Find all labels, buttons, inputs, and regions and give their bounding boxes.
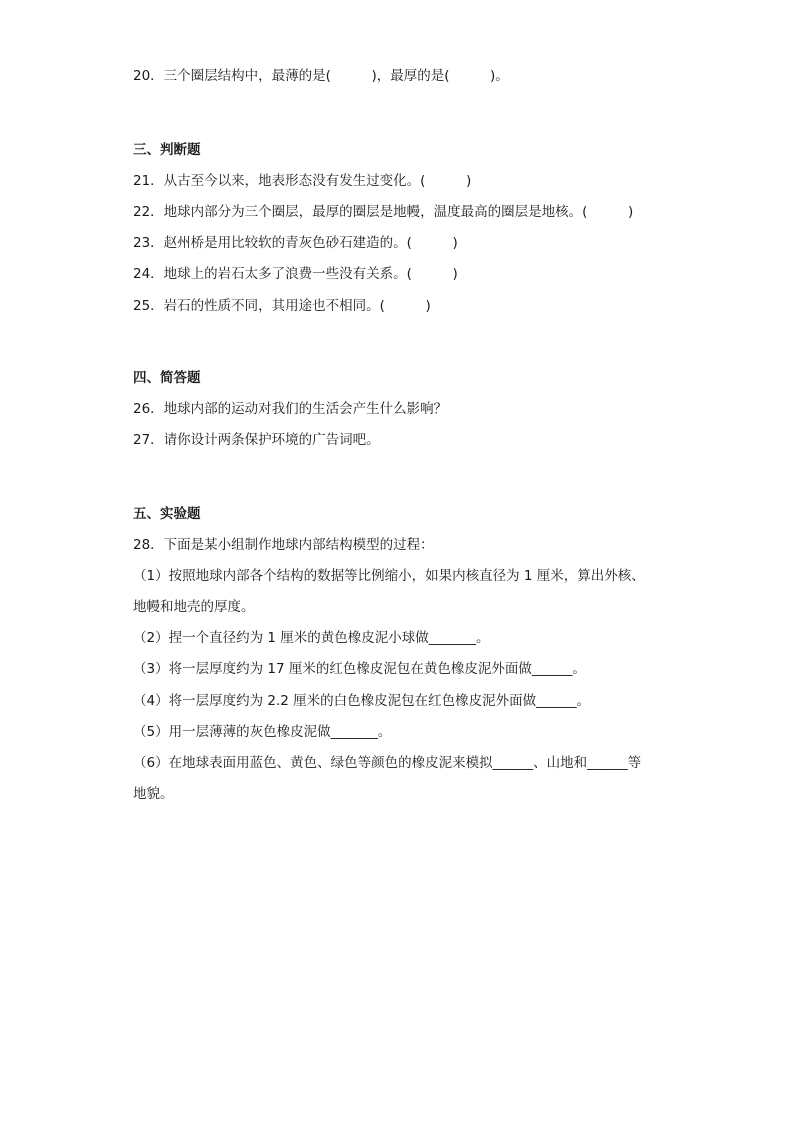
section-5-heading: 五、实验题 bbox=[133, 506, 201, 522]
question-23: 23．赵州桥是用比较软的青灰色砂石建造的。( ) bbox=[133, 235, 458, 251]
question-24: 24．地球上的岩石太多了浪费一些没有关系。( ) bbox=[133, 266, 458, 282]
question-22: 22．地球内部分为三个圈层，最厚的圈层是地幔，温度最高的圈层是地核。( ) bbox=[133, 204, 634, 220]
step-6: （6）在地球表面用蓝色、黄色、绿色等颜色的橡皮泥来模拟______、山地和______等 bbox=[133, 755, 642, 771]
section-4-heading: 四、简答题 bbox=[133, 370, 201, 386]
step-1-continued: 地幔和地壳的厚度。 bbox=[133, 599, 255, 615]
step-2: （2）捏一个直径约为 1 厘米的黄色橡皮泥小球做_______。 bbox=[133, 630, 490, 646]
step-1: （1）按照地球内部各个结构的数据等比例缩小，如果内核直径为 1 厘米，算出外核、 bbox=[133, 568, 645, 584]
step-5: （5）用一层薄薄的灰色橡皮泥做_______。 bbox=[133, 724, 392, 740]
question-20: 20．三个圈层结构中，最薄的是( )，最厚的是( )。 bbox=[133, 68, 509, 84]
question-26: 26．地球内部的运动对我们的生活会产生什么影响？ bbox=[133, 401, 448, 417]
step-4: （4）将一层厚度约为 2.2 厘米的白色橡皮泥包在红色橡皮泥外面做______。 bbox=[133, 693, 591, 709]
section-3-heading: 三、判断题 bbox=[133, 142, 201, 158]
question-27: 27．请你设计两条保护环境的广告词吧。 bbox=[133, 432, 380, 448]
question-21: 21．从古至今以来，地表形态没有发生过变化。( ) bbox=[133, 173, 472, 189]
step-6-continued: 地貌。 bbox=[133, 786, 174, 802]
step-3: （3）将一层厚度约为 17 厘米的红色橡皮泥包在黄色橡皮泥外面做______。 bbox=[133, 661, 586, 677]
question-25: 25．岩石的性质不同，其用途也不相同。( ) bbox=[133, 298, 431, 314]
question-28: 28．下面是某小组制作地球内部结构模型的过程： bbox=[133, 537, 434, 553]
